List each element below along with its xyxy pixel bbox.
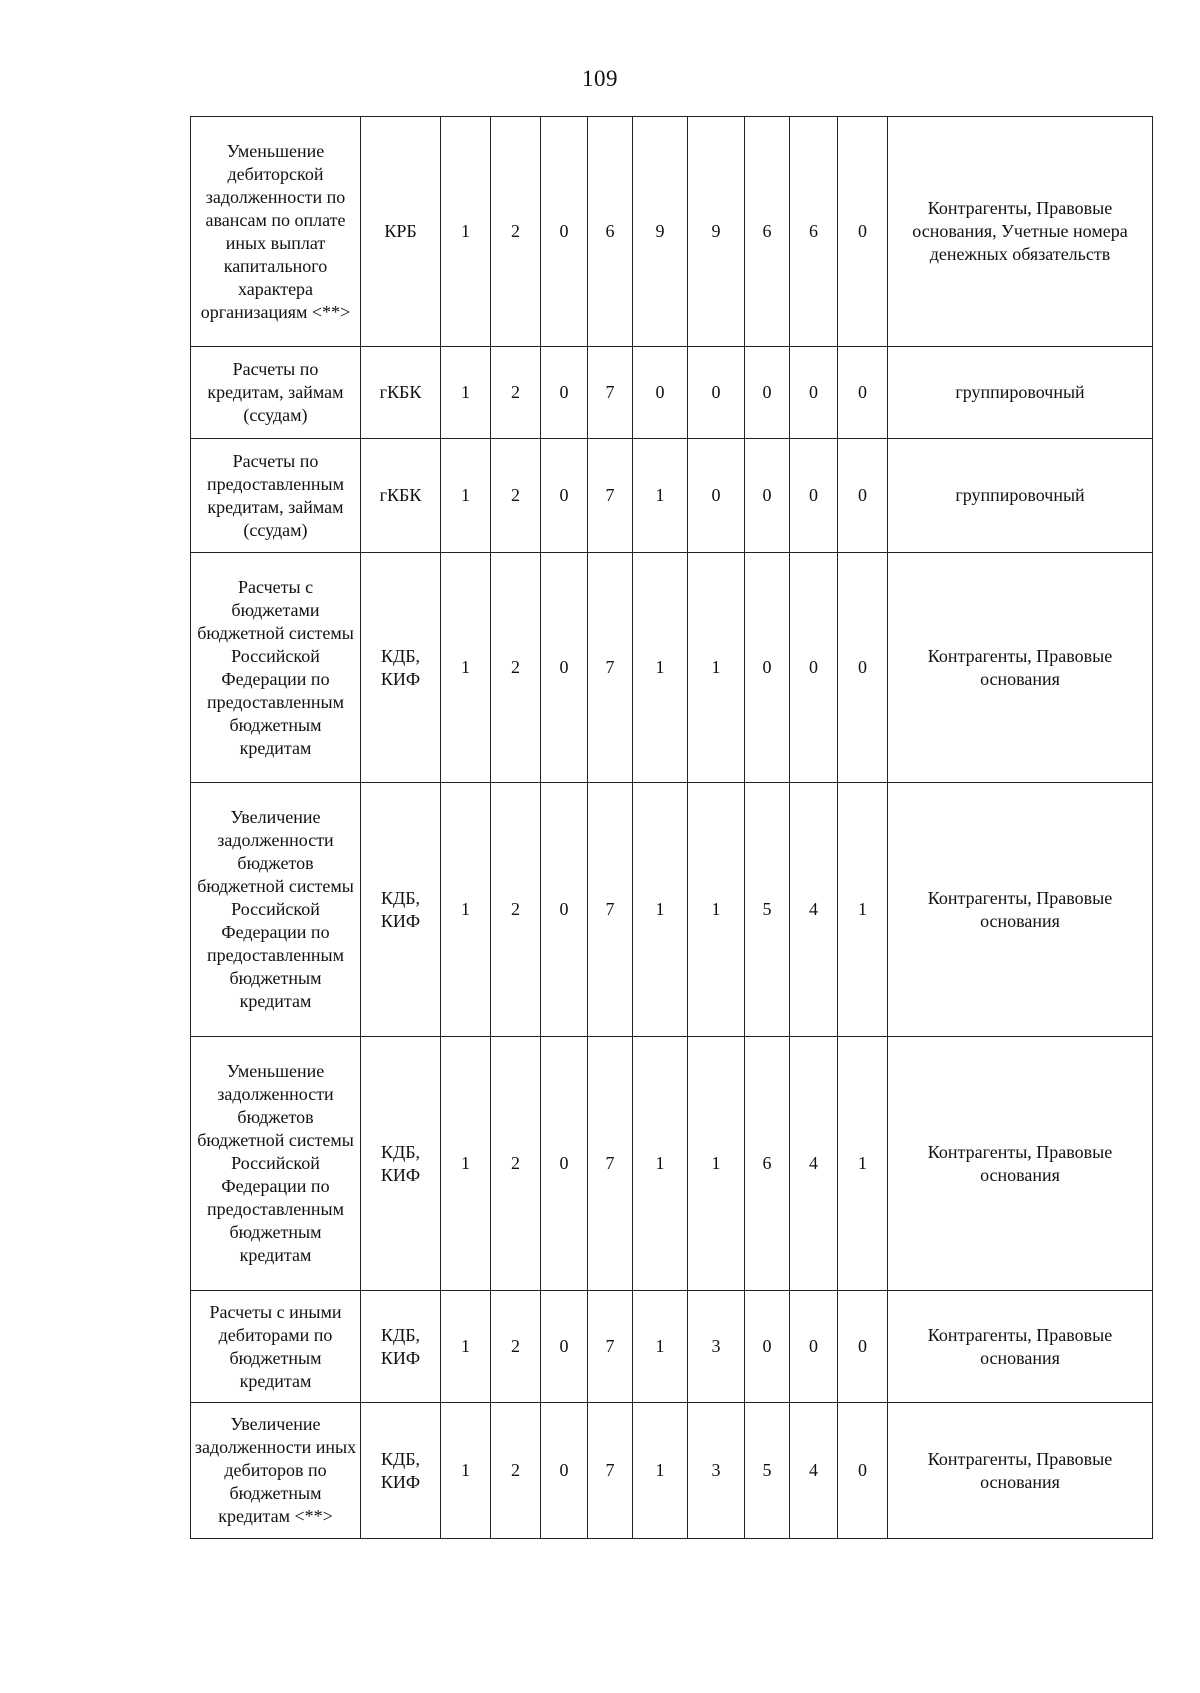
account-name-cell: Расчеты с иными дебиторами по бюджетным кредитам xyxy=(191,1291,361,1403)
account-digit-cell: 1 xyxy=(633,553,688,783)
account-digit-cell: 0 xyxy=(745,347,790,439)
account-digit-cell: 4 xyxy=(790,1403,838,1539)
account-digit-cell: 0 xyxy=(838,439,888,553)
account-digit-cell: 0 xyxy=(688,347,745,439)
account-digit-cell: 0 xyxy=(541,439,588,553)
table-body xyxy=(191,117,1153,1539)
account-digit-cell: 2 xyxy=(491,1037,541,1291)
account-digit-cell: 3 xyxy=(688,1403,745,1539)
account-digit-cell: 4 xyxy=(790,783,838,1037)
account-digit-cell: 2 xyxy=(491,439,541,553)
account-digit-cell: 1 xyxy=(688,783,745,1037)
account-name-cell: Расчеты по кредитам, займам (ссудам) xyxy=(191,347,361,439)
account-name-cell: Расчеты с бюджетами бюджетной системы Российской Федерации по предоставленным бюджетным кредитам xyxy=(191,553,361,783)
account-digit-cell: 7 xyxy=(588,1291,633,1403)
account-digit-cell: 0 xyxy=(790,1291,838,1403)
account-digit-cell: 0 xyxy=(541,1403,588,1539)
analytics-cell: Контрагенты, Правовые основания xyxy=(888,553,1153,783)
account-digit-cell: 1 xyxy=(441,347,491,439)
account-digit-cell: 1 xyxy=(633,783,688,1037)
account-digit-cell: 2 xyxy=(491,783,541,1037)
account-digit-cell: 7 xyxy=(588,1037,633,1291)
table-row xyxy=(191,117,1153,347)
account-digit-cell: 2 xyxy=(491,347,541,439)
table-row xyxy=(191,553,1153,783)
table-row xyxy=(191,783,1153,1037)
account-digit-cell: 0 xyxy=(541,783,588,1037)
account-digit-cell: 0 xyxy=(838,1291,888,1403)
account-name-cell: Увеличение задолженности иных дебиторов по бюджетным кредитам <**> xyxy=(191,1403,361,1539)
source-code-cell: КДБ, КИФ xyxy=(361,1403,441,1539)
account-digit-cell: 1 xyxy=(441,783,491,1037)
analytics-cell: Контрагенты, Правовые основания xyxy=(888,1037,1153,1291)
account-digit-cell: 1 xyxy=(633,1403,688,1539)
table-row xyxy=(191,439,1153,553)
account-digit-cell: 1 xyxy=(441,1037,491,1291)
account-digit-cell: 0 xyxy=(838,347,888,439)
analytics-cell: группировочный xyxy=(888,439,1153,553)
account-name-cell: Уменьшение задолженности бюджетов бюджетной системы Российской Федерации по предоставленным бюджетным кредитам xyxy=(191,1037,361,1291)
account-digit-cell: 1 xyxy=(441,439,491,553)
table-row xyxy=(191,347,1153,439)
account-digit-cell: 0 xyxy=(688,439,745,553)
account-name-cell: Расчеты по предоставленным кредитам, займам (ссудам) xyxy=(191,439,361,553)
account-digit-cell: 0 xyxy=(541,117,588,347)
account-digit-cell: 1 xyxy=(633,1291,688,1403)
account-digit-cell: 5 xyxy=(745,783,790,1037)
account-digit-cell: 0 xyxy=(838,117,888,347)
source-code-cell: КДБ, КИФ xyxy=(361,783,441,1037)
source-code-cell: гКБК xyxy=(361,347,441,439)
page-number: 109 xyxy=(582,66,618,91)
account-digit-cell: 9 xyxy=(688,117,745,347)
source-code-cell: КРБ xyxy=(361,117,441,347)
account-digit-cell: 0 xyxy=(541,1037,588,1291)
account-digit-cell: 1 xyxy=(441,117,491,347)
account-digit-cell: 1 xyxy=(633,1037,688,1291)
source-code-cell: КДБ, КИФ xyxy=(361,553,441,783)
account-digit-cell: 0 xyxy=(790,439,838,553)
account-digit-cell: 2 xyxy=(491,1403,541,1539)
account-digit-cell: 1 xyxy=(441,553,491,783)
account-digit-cell: 1 xyxy=(688,1037,745,1291)
account-digit-cell: 7 xyxy=(588,783,633,1037)
account-digit-cell: 1 xyxy=(838,1037,888,1291)
accounts-table xyxy=(190,116,1153,1539)
account-digit-cell: 0 xyxy=(790,553,838,783)
account-digit-cell: 0 xyxy=(633,347,688,439)
analytics-cell: Контрагенты, Правовые основания xyxy=(888,783,1153,1037)
account-digit-cell: 0 xyxy=(838,1403,888,1539)
account-name-cell: Увеличение задолженности бюджетов бюджетной системы Российской Федерации по предоставленным бюджетным кредитам xyxy=(191,783,361,1037)
account-digit-cell: 0 xyxy=(541,553,588,783)
table-row xyxy=(191,1037,1153,1291)
account-digit-cell: 7 xyxy=(588,439,633,553)
account-digit-cell: 2 xyxy=(491,117,541,347)
account-digit-cell: 0 xyxy=(838,553,888,783)
account-digit-cell: 6 xyxy=(588,117,633,347)
source-code-cell: КДБ, КИФ xyxy=(361,1037,441,1291)
account-digit-cell: 1 xyxy=(441,1403,491,1539)
account-digit-cell: 0 xyxy=(745,439,790,553)
account-digit-cell: 0 xyxy=(541,1291,588,1403)
table-row xyxy=(191,1291,1153,1403)
account-digit-cell: 4 xyxy=(790,1037,838,1291)
table-row xyxy=(191,1403,1153,1539)
account-digit-cell: 1 xyxy=(838,783,888,1037)
account-digit-cell: 1 xyxy=(441,1291,491,1403)
account-digit-cell: 1 xyxy=(688,553,745,783)
account-digit-cell: 6 xyxy=(745,117,790,347)
account-digit-cell: 9 xyxy=(633,117,688,347)
account-digit-cell: 2 xyxy=(491,1291,541,1403)
account-digit-cell: 7 xyxy=(588,553,633,783)
analytics-cell: Контрагенты, Правовые основания xyxy=(888,1291,1153,1403)
account-digit-cell: 7 xyxy=(588,1403,633,1539)
source-code-cell: гКБК xyxy=(361,439,441,553)
account-digit-cell: 2 xyxy=(491,553,541,783)
account-digit-cell: 7 xyxy=(588,347,633,439)
account-digit-cell: 0 xyxy=(541,347,588,439)
analytics-cell: Контрагенты, Правовые основания xyxy=(888,1403,1153,1539)
source-code-cell: КДБ, КИФ xyxy=(361,1291,441,1403)
account-digit-cell: 1 xyxy=(633,439,688,553)
account-digit-cell: 3 xyxy=(688,1291,745,1403)
account-digit-cell: 5 xyxy=(745,1403,790,1539)
account-digit-cell: 0 xyxy=(790,347,838,439)
account-digit-cell: 0 xyxy=(745,1291,790,1403)
account-digit-cell: 0 xyxy=(745,553,790,783)
analytics-cell: группировочный xyxy=(888,347,1153,439)
account-name-cell: Уменьшение дебиторской задолженности по авансам по оплате иных выплат капитального характера организациям <**> xyxy=(191,117,361,347)
analytics-cell: Контрагенты, Правовые основания, Учетные номера денежных обязательств xyxy=(888,117,1153,347)
account-digit-cell: 6 xyxy=(745,1037,790,1291)
account-digit-cell: 6 xyxy=(790,117,838,347)
